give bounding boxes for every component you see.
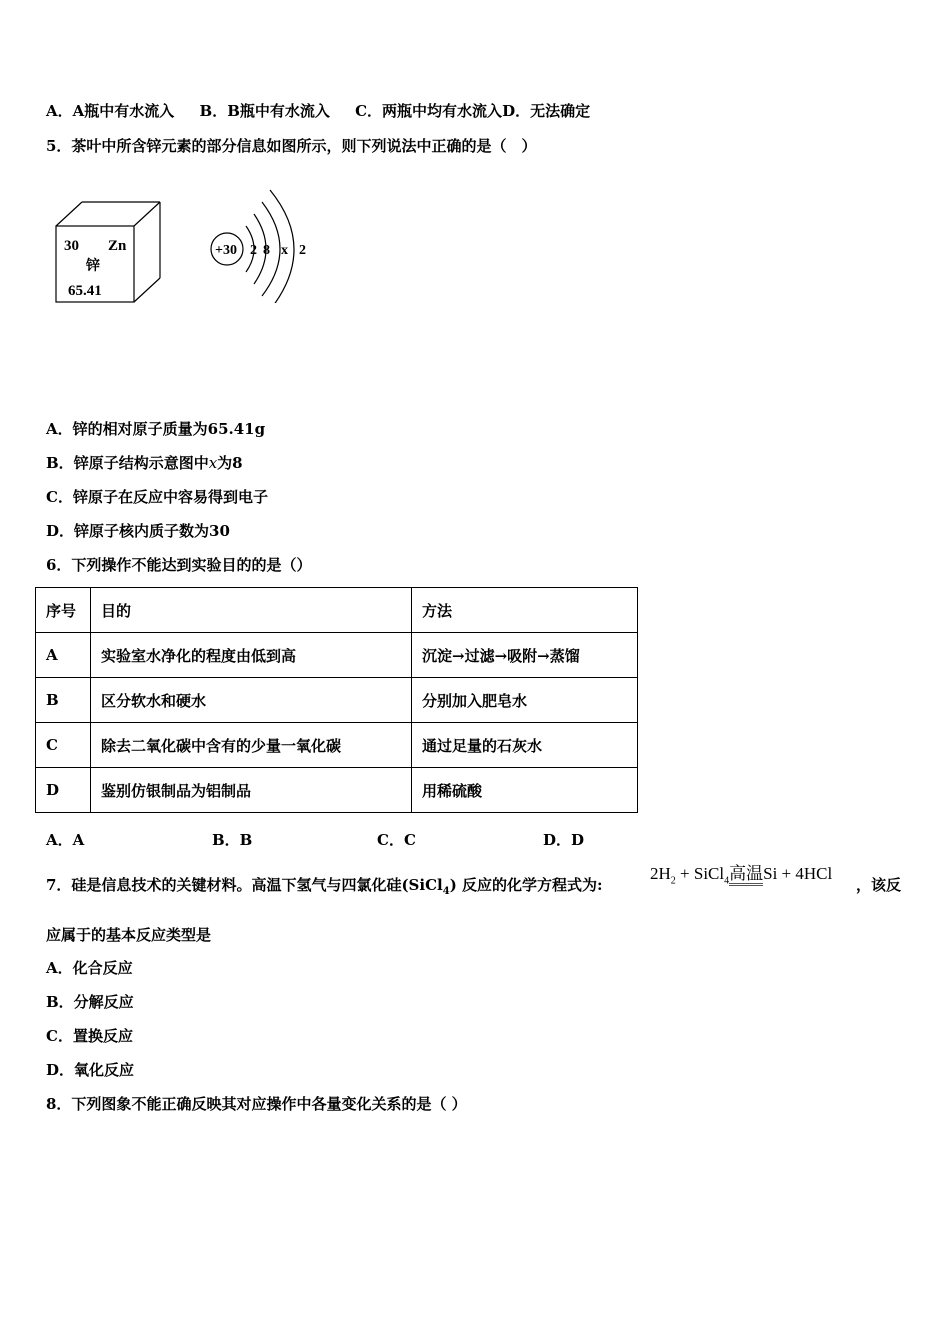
q4-option-c: C．两瓶中均有水流入 [355, 102, 503, 120]
q8-stem: 8．下列图象不能正确反映其对应操作中各量变化关系的是（ ） [46, 1095, 467, 1113]
element-number: 30 [64, 238, 79, 254]
q7-stem-tail: ，该反 [856, 876, 902, 894]
q7-option-c: C．置换反应 [46, 1027, 133, 1045]
table-row: D 鉴别仿银制品为铝制品 用稀硫酸 [36, 768, 638, 813]
q7-option-b: B．分解反应 [46, 993, 134, 1011]
table-row: A 实验室水净化的程度由低到高 沉淀→过滤→吸附→蒸馏 [36, 633, 638, 678]
table-row: B 区分软水和硬水 分别加入肥皂水 [36, 678, 638, 723]
q5-option-d: D．锌原子核内质子数为30 [46, 522, 230, 540]
table-row: C 除去二氧化碳中含有的少量一氧化碳 通过足量的石灰水 [36, 723, 638, 768]
element-mass: 65.41 [68, 283, 102, 299]
element-name: 锌 [86, 258, 100, 274]
q7-option-d: D．氧化反应 [46, 1061, 135, 1079]
shell-3-count: x [281, 243, 288, 258]
q4-options [46, 101, 610, 121]
q6-option-d: D．D [543, 831, 585, 849]
table-header-row: 序号 目的 方法 [36, 588, 638, 633]
q5-stem: 5．茶叶中所含锌元素的部分信息如图所示，则下列说法中正确的是（ ） [46, 137, 537, 155]
q6-option-b: B．B [212, 831, 253, 849]
shell-1-count: 2 [250, 243, 257, 258]
q6-option-c: C．C [377, 831, 416, 849]
q4-option-b: B．B瓶中有水流入 [199, 102, 330, 120]
q6-table [35, 587, 638, 813]
q5-option-a: A．锌的相对原子质量为65.41g [46, 420, 266, 438]
q7-option-a: A．化合反应 [46, 959, 133, 977]
q5-option-b: B．锌原子结构示意图中x为8 [46, 454, 243, 472]
shell-2-count: 8 [263, 243, 270, 258]
reaction-condition: 高温 [729, 865, 763, 886]
q4-option-d: D．无法确定 [502, 102, 591, 120]
q6-stem: 6．下列操作不能达到实验目的的是（） [46, 556, 312, 574]
shell-4-count: 2 [299, 243, 306, 258]
q7-chemical-equation: $2H_2$ + SiCl$_4$高温Si + 4HCl [650, 864, 833, 887]
zinc-element-figure [50, 178, 320, 303]
q7-stem-line2: 应属于的基本反应类型是 [46, 926, 212, 944]
nucleus-charge: +30 [215, 243, 237, 258]
element-symbol: Zn [108, 238, 127, 254]
q4-option-a: A．A瓶中有水流入 [46, 102, 175, 120]
q5-option-c: C．锌原子在反应中容易得到电子 [46, 488, 268, 506]
q6-option-a: A．A [46, 831, 85, 849]
q7-stem: 7．硅是信息技术的关键材料。高温下氢气与四氯化硅(SiCl$_4$) 反应的化学方程式为: [46, 876, 603, 897]
